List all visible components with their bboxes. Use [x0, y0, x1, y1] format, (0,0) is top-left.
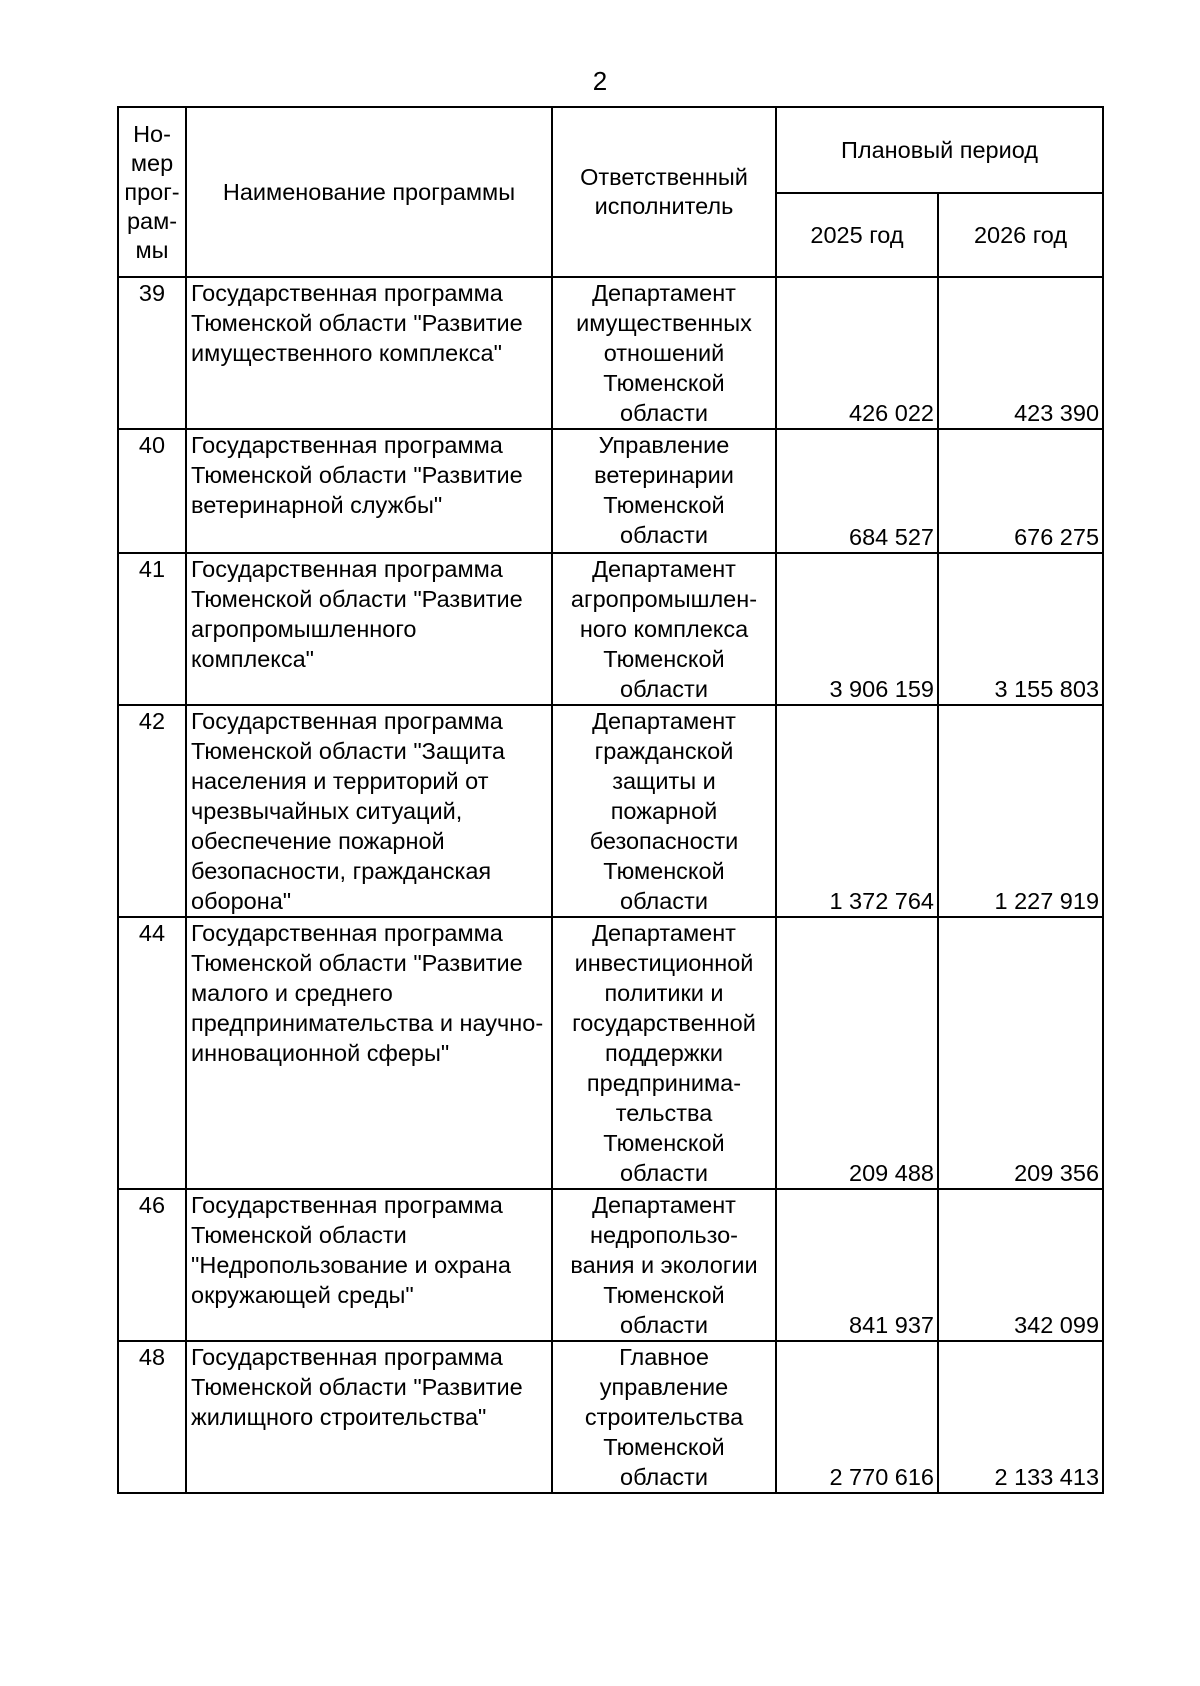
- program-number: 40: [118, 429, 186, 553]
- amount-2025: 841 937: [776, 1189, 938, 1341]
- table-row: [118, 1189, 1103, 1341]
- amount-2025: 684 527: [776, 429, 938, 553]
- program-name: Государственная программа Тюменской области "Недропользование и охрана окружающей среды": [186, 1189, 552, 1341]
- header-year-2026: 2026 год: [938, 193, 1103, 277]
- header-year-2025: 2025 год: [776, 193, 938, 277]
- responsible-executor: Главное управление строительства Тюменской области: [552, 1341, 776, 1493]
- program-number: 44: [118, 917, 186, 1189]
- amount-2026: 676 275: [938, 429, 1103, 553]
- amount-2026: 3 155 803: [938, 553, 1103, 705]
- amount-2025: 1 372 764: [776, 705, 938, 917]
- table-row: [118, 553, 1103, 705]
- amount-2026: 2 133 413: [938, 1341, 1103, 1493]
- responsible-executor: Департамент инвестиционной политики и государственной поддержки предпринима- тельства Тюменской области: [552, 917, 776, 1189]
- amount-2026: 1 227 919: [938, 705, 1103, 917]
- program-name: Государственная программа Тюменской области "Защита населения и территорий от чрезвычайных ситуаций, обеспечение пожарной безопасности, гражданская оборона": [186, 705, 552, 917]
- amount-2026: 209 356: [938, 917, 1103, 1189]
- amount-2025: 426 022: [776, 277, 938, 429]
- header-responsible: Ответственный исполнитель: [552, 107, 776, 277]
- header-program-name: Наименование программы: [186, 107, 552, 277]
- program-number: 46: [118, 1189, 186, 1341]
- program-name: Государственная программа Тюменской области "Развитие ветеринарной службы": [186, 429, 552, 553]
- table-row: [118, 705, 1103, 917]
- amount-2026: 423 390: [938, 277, 1103, 429]
- header-program-number: Но- мер прог- рам- мы: [118, 107, 186, 277]
- program-number: 48: [118, 1341, 186, 1493]
- program-number: 39: [118, 277, 186, 429]
- responsible-executor: Управление ветеринарии Тюменской области: [552, 429, 776, 553]
- page-number: 2: [592, 66, 608, 96]
- responsible-executor: Департамент гражданской защиты и пожарной безопасности Тюменской области: [552, 705, 776, 917]
- table-row: [118, 277, 1103, 429]
- program-name: Государственная программа Тюменской области "Развитие имущественного комплекса": [186, 277, 552, 429]
- amount-2025: 209 488: [776, 917, 938, 1189]
- amount-2026: 342 099: [938, 1189, 1103, 1341]
- programs-table: [117, 106, 1104, 1494]
- table-row: [118, 1341, 1103, 1493]
- program-name: Государственная программа Тюменской области "Развитие жилищного строительства": [186, 1341, 552, 1493]
- program-number: 41: [118, 553, 186, 705]
- amount-2025: 2 770 616: [776, 1341, 938, 1493]
- program-name: Государственная программа Тюменской области "Развитие малого и среднего предпринимательства и научно- инновационной сферы": [186, 917, 552, 1189]
- header-planning-period: Плановый период: [776, 107, 1103, 193]
- table-row: [118, 917, 1103, 1189]
- responsible-executor: Департамент имущественных отношений Тюменской области: [552, 277, 776, 429]
- amount-2025: 3 906 159: [776, 553, 938, 705]
- program-name: Государственная программа Тюменской области "Развитие агропромышленного комплекса": [186, 553, 552, 705]
- responsible-executor: Департамент недропользо- вания и экологии Тюменской области: [552, 1189, 776, 1341]
- responsible-executor: Департамент агропромышлен- ного комплекса Тюменской области: [552, 553, 776, 705]
- table-row: [118, 429, 1103, 553]
- program-number: 42: [118, 705, 186, 917]
